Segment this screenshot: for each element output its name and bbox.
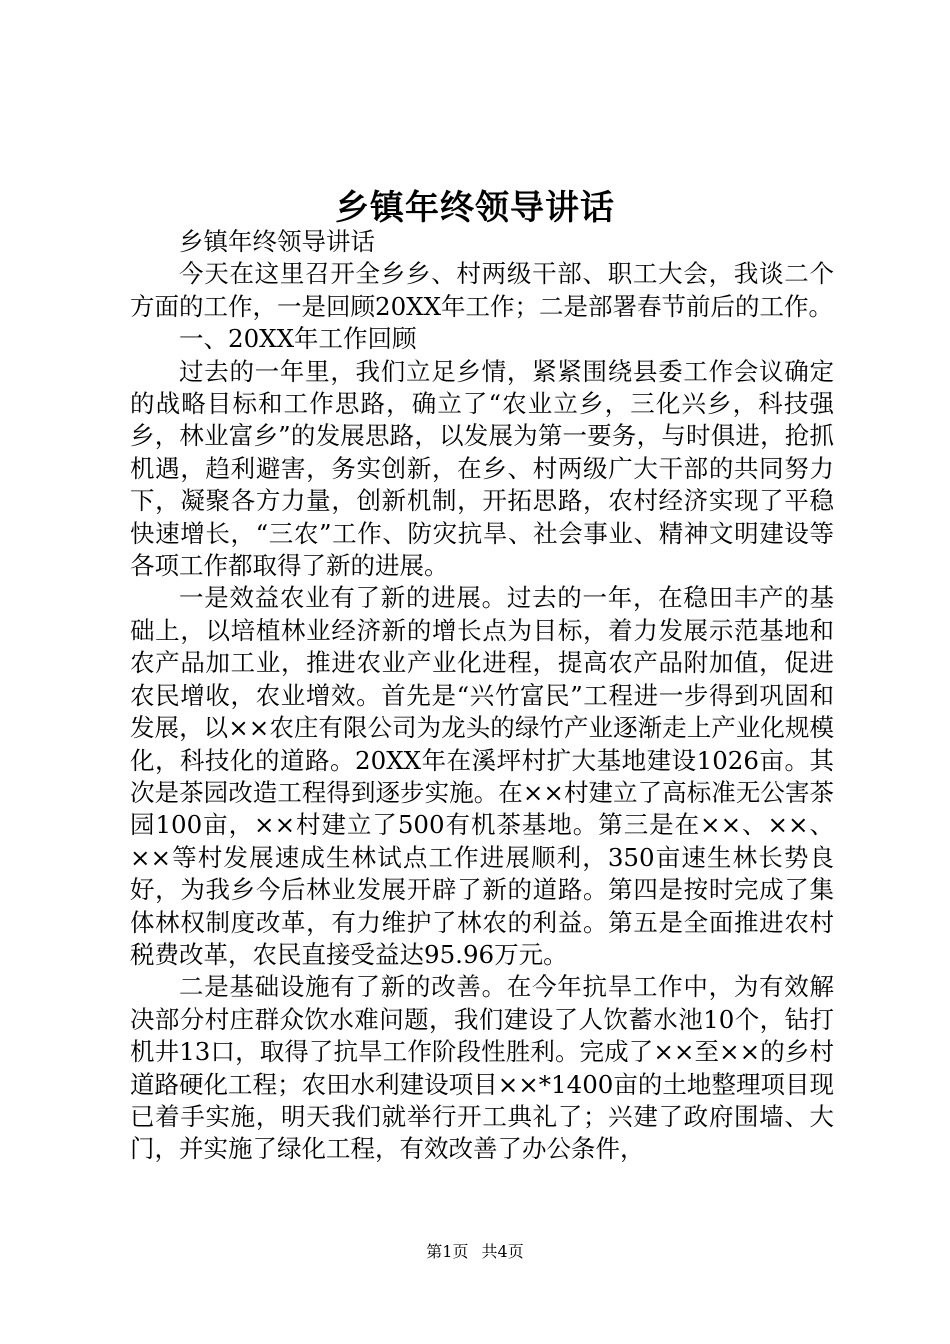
document-title: 乡镇年终领导讲话 (335, 188, 615, 228)
document-body (130, 226, 834, 1166)
paragraph-agriculture: 一是效益农业有了新的进展。过去的一年，在稳田丰产的基础上，以培植林业经济新的增长点为目标，着力发展示范基地和农产品加工业，推进农业产业化进程，提高农产品附加值，促进农民增收，农业增效。首先是“兴竹富民”工程进一步得到巩固和发展，以××农庄有限公司为龙头的绿竹产业逐渐走上产业化规模化，科技化的道路。20XX年在溪坪村扩大基地建设1026亩。其次是茶园改造工程得到逐步实施。在××村建立了高标准无公害茶园100亩，××村建立了500有机茶基地。第三是在××、××、××等村发展速成生林试点工作进展顺利，350亩速生林长势良好，为我乡今后林业发展开辟了新的道路。第四是按时完成了集体林权制度改革，有力维护了林农的利益。第五是全面推进农村税费改革，农民直接受益达95.96万元。 (130, 583, 834, 969)
paragraph-review: 过去的一年里，我们立足乡情，紧紧围绕县委工作会议确定的战略目标和工作思路，确立了“农业立乡，三化兴乡，科技强乡，林业富乡”的发展思路，以发展为第一要务，与时俱进，抢抓机遇，趋利避害，务实创新，在乡、村两级广大干部的共同努力下，凝聚各方力量，创新机制，开拓思路，农村经济实现了平稳快速增长，“三农”工作、防灾抗旱、社会事业、精神文明建设等各项工作都取得了新的进展。 (130, 356, 834, 581)
page-footer (0, 1240, 950, 1264)
section-heading: 一、20XX年工作回顾 (179, 324, 417, 354)
page-number: 第1页 (426, 1242, 469, 1261)
paragraph-heading: 乡镇年终领导讲话 (179, 227, 375, 256)
page-total: 共4页 (481, 1242, 524, 1261)
paragraph-intro: 今天在这里召开全乡乡、村两级干部、职工大会，我谈二个方面的工作，一是回顾20XX年工作；二是部署春节前后的工作。 (130, 259, 834, 321)
paragraph-infrastructure: 二是基础设施有了新的改善。在今年抗旱工作中，为有效解决部分村庄群众饮水难问题，我们建设了人饮蓄水池10个，钻打机井13口，取得了抗旱工作阶段性胜利。完成了××至××的乡村道路硬化工程；农田水利建设项目××*1400亩的土地整理项目现已着手实施，明天我们就举行开工典礼了；兴建了政府围墙、大门，并实施了绿化工程，有效改善了办公条件， (130, 972, 834, 1164)
